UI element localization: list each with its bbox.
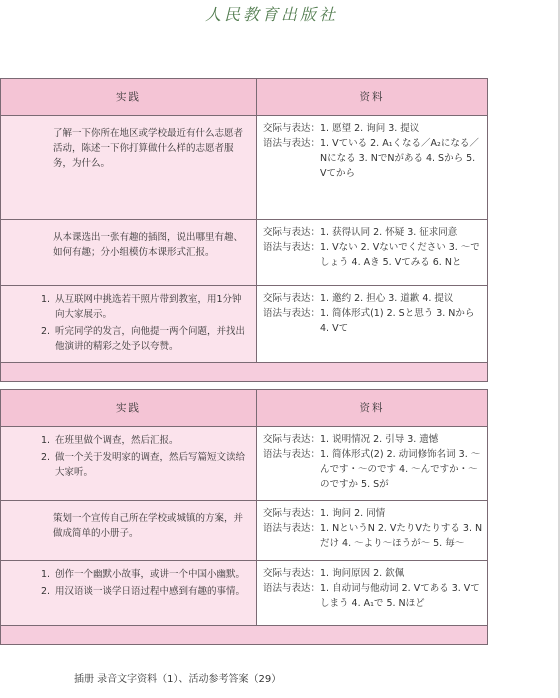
practice-list xyxy=(41,433,248,480)
practice-cell xyxy=(1,116,257,220)
materials-text: 1. 自动词与他动词 2. Vてある 3. Vてしまう 4. A₁で 5. Nほど xyxy=(320,583,480,609)
practice-list-item xyxy=(41,450,248,480)
materials-text: 1. 简体形式(2) 2. 动词修饰名词 3. ～んです・～のです 4. ～んですか・～のですか 5. Sが xyxy=(320,449,481,490)
materials-label: 语法与表达： xyxy=(263,138,321,149)
materials-cell xyxy=(257,427,488,501)
materials-text: 1. 询问 2. 同情 xyxy=(320,508,386,519)
materials-line xyxy=(263,432,483,447)
practice-list-item xyxy=(41,324,248,354)
materials-label: 语法与表达： xyxy=(263,242,321,253)
materials-line xyxy=(263,121,483,136)
materials-text: 1. 获得认同 2. 怀疑 3. 征求同意 xyxy=(320,227,458,238)
page-footer: 插册 录音文字资料（1）、活动参考答案（29） xyxy=(74,674,282,685)
practice-cell xyxy=(1,286,257,363)
practice-list-item xyxy=(41,567,248,582)
materials-text: 1. Vている 2. A₁くなる／A₂になる／Nになる 3. NでNがある 4. Sから 5. Vてから xyxy=(320,138,479,179)
materials-text: 1. 愿望 2. 询问 3. 提议 xyxy=(320,123,420,134)
item-text: 创作一个幽默小故事，或讲一个中国小幽默。 xyxy=(55,569,246,580)
materials-line xyxy=(263,136,483,181)
practice-cell xyxy=(1,220,257,286)
materials-text: 1. NというN 2. VたりVたりする 3. Nだけ 4. ～より～ほうが～ 5. 毎～ xyxy=(320,523,483,549)
table-footer-band xyxy=(1,363,488,382)
materials-text: 1. Vない 2. Vないでください 3. ～でしょう 4. Aき 5. Vてみる 6. Nと xyxy=(320,242,480,268)
item-text: 听完同学的发言，向他提一两个问题，并找出他演讲的精彩之处予以夸赞。 xyxy=(55,326,246,352)
table-row xyxy=(1,427,488,501)
item-number: 2. xyxy=(41,326,51,337)
practice-cell xyxy=(1,561,257,626)
materials-cell xyxy=(257,561,488,626)
materials-cell xyxy=(257,501,488,561)
materials-line xyxy=(263,521,483,551)
practice-text: 从本课选出一张有趣的插图，说出哪里有趣、如何有趣；分小组模仿本课形式汇报。 xyxy=(53,232,244,258)
item-text: 在班里做个调查，然后汇报。 xyxy=(55,435,179,446)
practice-list xyxy=(41,567,248,599)
table-row xyxy=(1,561,488,626)
practice-list-item xyxy=(41,292,248,322)
materials-label: 交际与表达： xyxy=(263,434,321,445)
materials-label: 交际与表达： xyxy=(263,293,321,304)
practice-list-item xyxy=(41,433,248,448)
materials-line xyxy=(263,225,483,240)
table-header-row xyxy=(1,79,488,116)
practice-table-1 xyxy=(0,78,488,382)
practice-text: 了解一下你所在地区或学校最近有什么志愿者活动，陈述一下你打算做什么样的志愿者服务，为什么。 xyxy=(53,128,244,169)
publisher-logo: 人民教育出版社 xyxy=(205,5,339,24)
materials-label: 语法与表达： xyxy=(263,308,321,319)
item-number: 1. xyxy=(41,569,51,580)
materials-cell xyxy=(257,116,488,220)
materials-cell xyxy=(257,220,488,286)
materials-label: 语法与表达： xyxy=(263,583,321,594)
materials-label: 语法与表达： xyxy=(263,523,321,534)
item-text: 从互联网中挑选若干照片带到教室，用1分钟向大家展示。 xyxy=(55,294,242,320)
materials-text: 1. 询问原因 2. 欽佩 xyxy=(320,568,405,579)
table-footer-row xyxy=(1,626,488,645)
table-row xyxy=(1,501,488,561)
materials-text: 1. 简体形式(1) 2. Sと思う 3. Nから 4. Vて xyxy=(320,308,475,334)
materials-text: 1. 说明情况 2. 引导 3. 遗憾 xyxy=(320,434,439,445)
materials-line xyxy=(263,506,483,521)
table-footer-band xyxy=(1,626,488,645)
materials-label: 交际与表达： xyxy=(263,508,321,519)
practice-list xyxy=(41,292,248,354)
materials-label: 交际与表达： xyxy=(263,568,321,579)
materials-text: 1. 邀约 2. 担心 3. 道歉 4. 提议 xyxy=(320,293,454,304)
materials-line xyxy=(263,306,483,336)
materials-label: 语法与表达： xyxy=(263,449,321,460)
materials-line xyxy=(263,566,483,581)
header-materials: 资料 xyxy=(257,79,488,116)
item-number: 2. xyxy=(41,586,51,597)
header-materials: 资料 xyxy=(257,390,488,427)
materials-label: 交际与表达： xyxy=(263,123,321,134)
table-row xyxy=(1,116,488,220)
materials-label: 交际与表达： xyxy=(263,227,321,238)
item-text: 用汉语谈一谈学日语过程中感到有趣的事情。 xyxy=(55,586,246,597)
practice-table-2 xyxy=(0,389,488,645)
practice-list-item xyxy=(41,584,248,599)
header-practice: 实践 xyxy=(1,79,257,116)
materials-line xyxy=(263,240,483,270)
item-number: 1. xyxy=(41,435,51,446)
table-footer-row xyxy=(1,363,488,382)
table-header-row xyxy=(1,390,488,427)
practice-text: 策划一个宣传自己所在学校或城镇的方案，并做成简单的小册子。 xyxy=(53,513,244,539)
table-row xyxy=(1,286,488,363)
header-practice: 实践 xyxy=(1,390,257,427)
item-number: 1. xyxy=(41,294,51,305)
materials-line xyxy=(263,581,483,611)
item-text: 做一个关于发明家的调查，然后写篇短文读给大家听。 xyxy=(55,452,246,478)
item-number: 2. xyxy=(41,452,51,463)
table-row xyxy=(1,220,488,286)
materials-cell xyxy=(257,286,488,363)
practice-cell xyxy=(1,427,257,501)
materials-line xyxy=(263,291,483,306)
practice-cell xyxy=(1,501,257,561)
materials-line xyxy=(263,447,483,492)
